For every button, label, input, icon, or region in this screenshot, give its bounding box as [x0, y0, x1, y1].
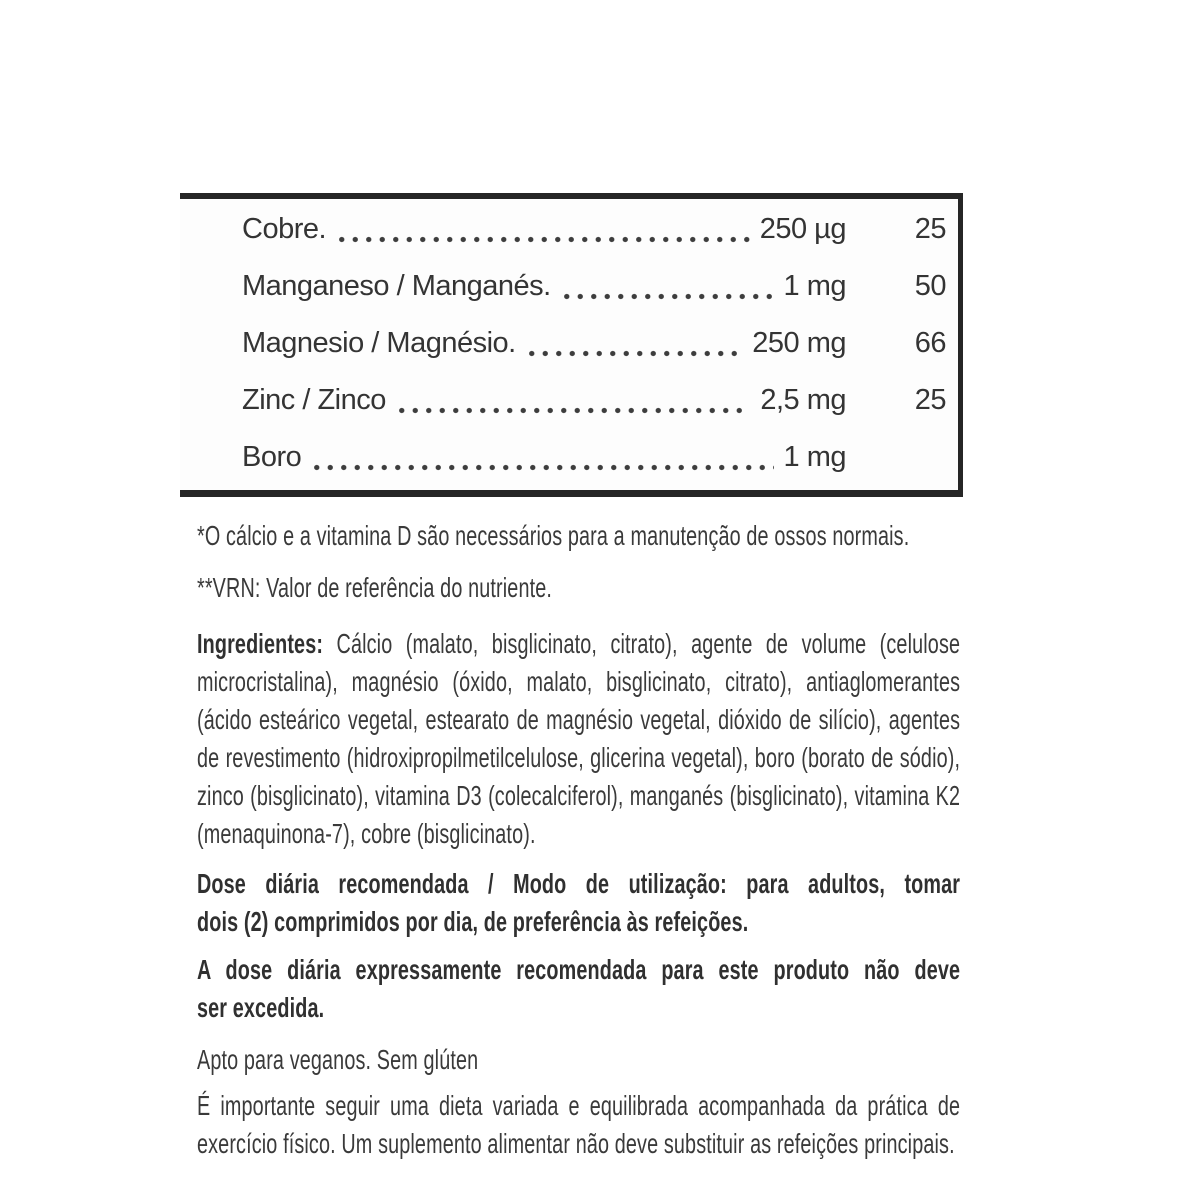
- dosage-line: dois (2) comprimidos por dia, de preferência às refeições.: [197, 906, 749, 937]
- warning-line: ser excedida.: [197, 992, 325, 1023]
- nutrient-name: Magnesio / Magnésio.: [242, 327, 516, 359]
- table-row: [242, 429, 958, 486]
- footnote-vrn: **VRN: Valor de referência do nutriente.: [197, 572, 553, 603]
- warning-paragraph: [197, 951, 960, 1027]
- nutrient-vrn-percent: 50: [914, 270, 946, 302]
- nutrient-name: Boro: [242, 441, 302, 473]
- nutrient-amount: 250 µg: [759, 213, 846, 245]
- table-row: [242, 201, 958, 258]
- ingredients-text: Cálcio (malato, bisglicinato, citrato), agente de volume (celulose microcristalina), magnésio (óxido, malato, bisglicinato, citrato), antiaglomerantes (ácido esteárico vegetal, estearato de magnésio vegetal, dióxido de silício), agentes de revestimento (hidroxipropilmetilcelulose, glicerina vegetal), boro (borato de sódio), zinco (bisglicinato), vitamina D3 (colecalciferol), manganés (bisglicinato), vitamina K2 (menaquinona-7), cobre (bisglicinato).: [197, 628, 961, 849]
- table-row: [242, 315, 958, 372]
- nutrient-main: [242, 270, 846, 303]
- nutrient-main: [242, 384, 846, 417]
- dots-leader: [331, 213, 750, 246]
- supplement-facts-table: [180, 193, 963, 497]
- nutrient-name: Cobre.: [242, 213, 327, 245]
- dots-leader: [521, 327, 743, 360]
- nutrient-amount: 1 mg: [783, 441, 846, 473]
- footnote-calcium: *O cálcio e a vitamina D são necessários para a manutenção de ossos normais.: [197, 520, 910, 551]
- nutrient-rows: [242, 201, 958, 486]
- nutrient-vrn-percent: 25: [914, 384, 946, 416]
- nutrient-main: [242, 327, 846, 360]
- ingredients-label: Ingredientes:: [197, 628, 324, 659]
- nutrient-name: Manganeso / Manganés.: [242, 270, 551, 302]
- table-row: [242, 372, 958, 429]
- nutrient-amount: 1 mg: [783, 270, 846, 302]
- ingredients-paragraph: [197, 625, 960, 853]
- nutrient-vrn-percent: 66: [914, 327, 946, 359]
- advice-paragraph: É importante seguir uma dieta variada e equilibrada acompanhada da prática de exercício físico. Um suplemento alimentar não deve substituir as refeições principais.: [197, 1090, 961, 1159]
- vegan-gluten-note: Apto para veganos. Sem glúten: [197, 1044, 479, 1075]
- dots-leader: [556, 270, 774, 303]
- table-row: [242, 258, 958, 315]
- nutrient-vrn-percent: 25: [914, 213, 946, 245]
- warning-line: A dose diária expressamente recomendada para este produto não deve: [197, 954, 961, 985]
- dots-leader: [306, 441, 773, 474]
- dosage-line: Dose diária recomendada / Modo de utilização: para adultos, tomar: [197, 868, 961, 899]
- nutrient-main: [242, 441, 846, 474]
- nutrient-amount: 2,5 mg: [760, 384, 846, 416]
- label-text-content: [197, 497, 960, 1163]
- dots-leader: [391, 384, 750, 417]
- nutrient-main: [242, 213, 846, 246]
- nutrient-name: Zinc / Zinco: [242, 384, 386, 416]
- dosage-paragraph: [197, 865, 960, 941]
- nutrient-amount: 250 mg: [752, 327, 846, 359]
